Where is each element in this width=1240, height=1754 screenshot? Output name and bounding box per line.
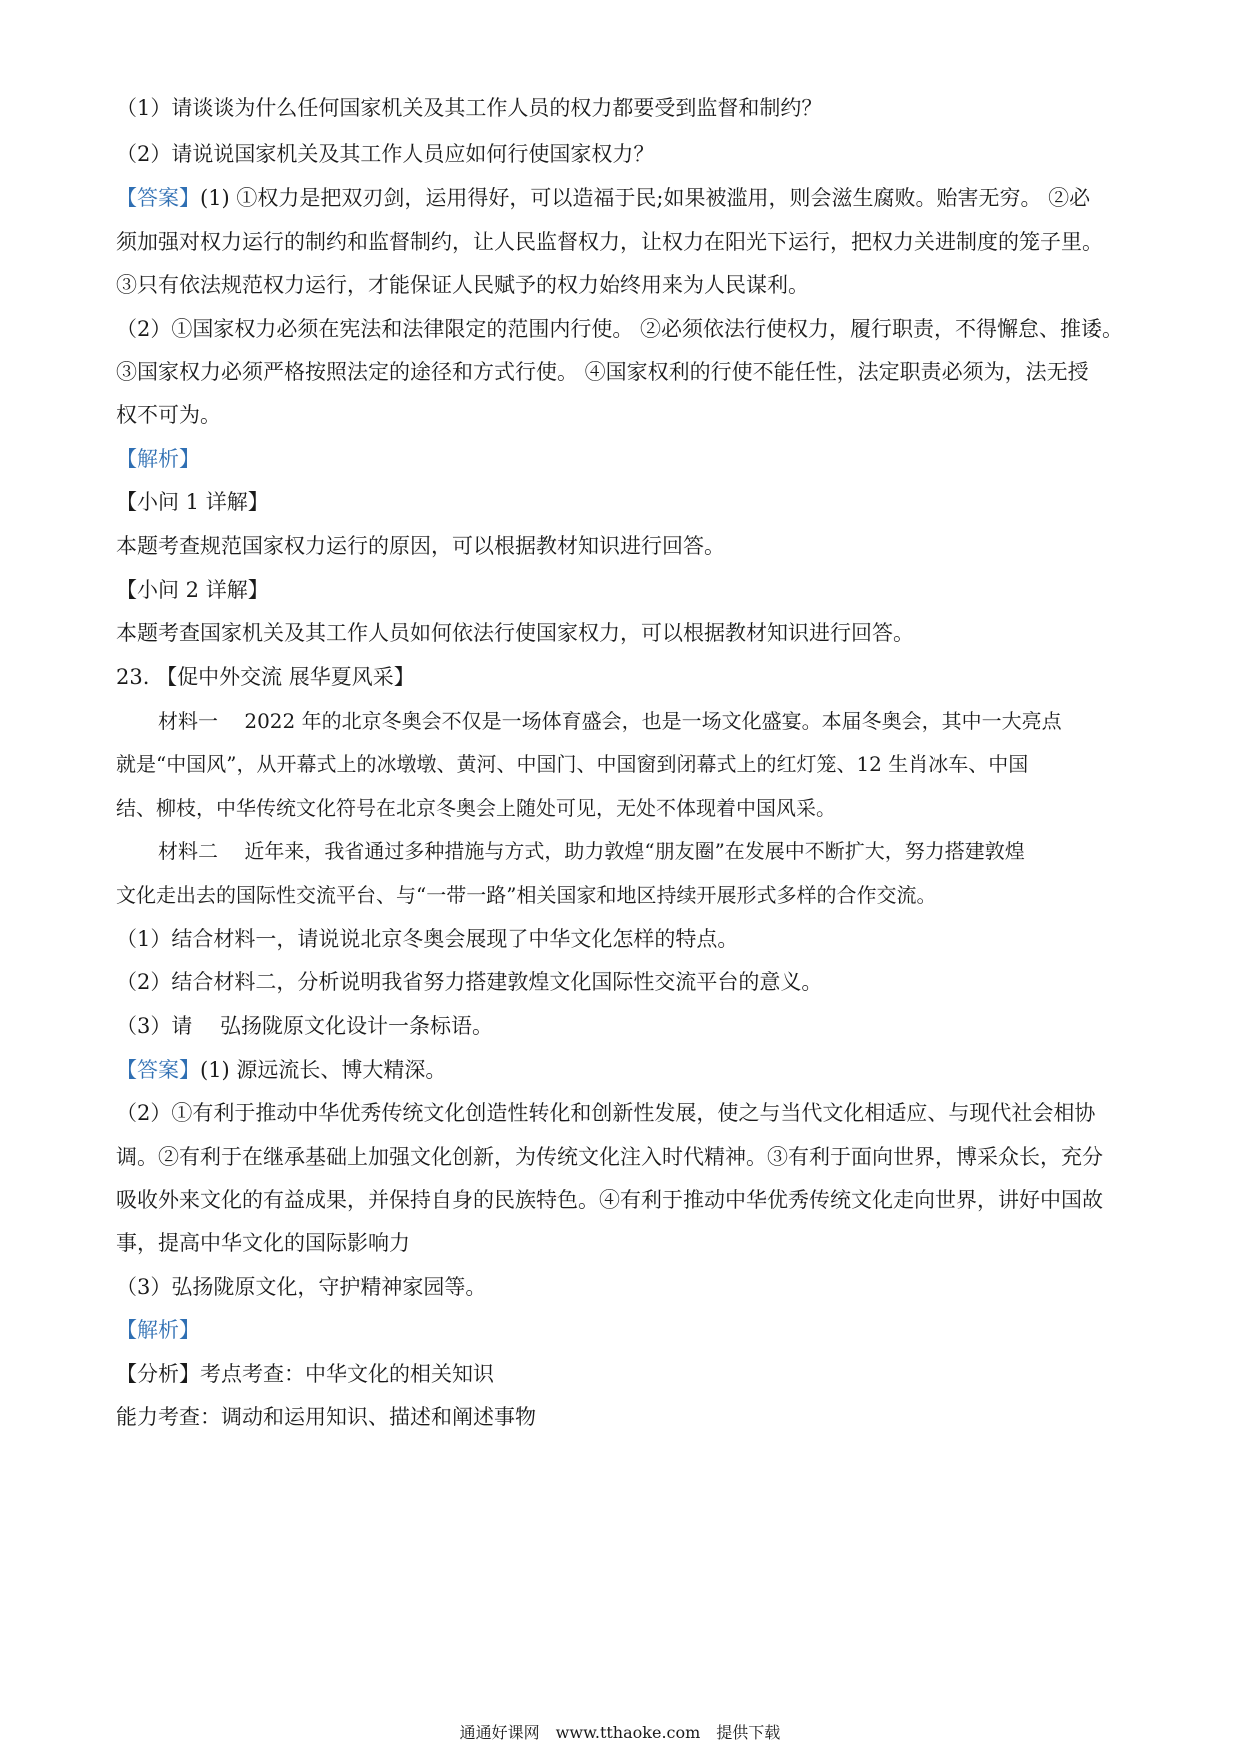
- material-1-line-3: 结、柳枝，中华传统文化符号在北京冬奥会上随处可见，无处不体现着中国风采。: [116, 796, 836, 820]
- question-22-part-2: （2）请说说国家机关及其工作人员应如何行使国家权力？: [116, 142, 655, 166]
- answer-22-line-1: [116, 183, 1136, 213]
- sub-question-1-heading: 【小问 1 详解】: [116, 490, 269, 514]
- answer-22-line-4: （2）①国家权力必须在宪法和法律限定的范围内行使。 ②必须依法行使权力，履行职责，不得懈怠、推诿。: [116, 317, 1124, 341]
- answer-23-line-2: （2）①有利于推动中华优秀传统文化创造性转化和创新性发展，使之与当代文化相适应、与现代社会相协: [116, 1101, 1096, 1125]
- question-23-part-1: （1）结合材料一，请说说北京冬奥会展现了中华文化怎样的特点。: [116, 927, 739, 951]
- analysis-tag-23: 【解析】: [116, 1318, 200, 1342]
- material-2-line-1: 材料二 近年来，我省通过多种措施与方式，助力敦煌“朋友圈”在发展中不断扩大，努力搭建敦煌: [158, 839, 1025, 863]
- question-23-part-2: （2）结合材料二，分析说明我省努力搭建敦煌文化国际性交流平台的意义。: [116, 970, 823, 994]
- answer-text: (1) 源远流长、博大精深。: [200, 1058, 447, 1082]
- page-footer: 通通好课网 www.tthaoke.com 提供下载: [459, 1723, 781, 1742]
- answer-23-line-4: 吸收外来文化的有益成果，并保持自身的民族特色。④有利于推动中华优秀传统文化走向世界，讲好中国故: [116, 1188, 1103, 1212]
- question-22-part-1: （1）请谈谈为什么任何国家机关及其工作人员的权力都要受到监督和制约？: [116, 96, 823, 120]
- sub-question-1-text: 本题考查规范国家权力运行的原因，可以根据教材知识进行回答。: [116, 534, 725, 558]
- answer-23-line-3: 调。②有利于在继承基础上加强文化创新，为传统文化注入时代精神。③有利于面向世界，博采众长，充分: [116, 1145, 1103, 1169]
- sub-question-2-heading: 【小问 2 详解】: [116, 578, 269, 602]
- material-1-line-2: 就是“中国风”，从开幕式上的冰墩墩、黄河、中国门、中国窗到闭幕式上的红灯笼、12 生肖冰车、中国: [116, 752, 1029, 776]
- answer-tag: 【答案】: [116, 1058, 200, 1082]
- material-1-line-1: 材料一 2022 年的北京冬奥会不仅是一场体育盛会，也是一场文化盛宴。本届冬奥会，其中一大亮点: [158, 709, 1062, 733]
- question-23-title: 23. 【促中外交流 展华夏风采】: [116, 665, 415, 689]
- answer-22-line-3: ③只有依法规范权力运行，才能保证人民赋予的权力始终用来为人民谋利。: [116, 273, 809, 297]
- question-23-part-3: （3）请 弘扬陇原文化设计一条标语。: [116, 1014, 494, 1038]
- material-2-line-2: 文化走出去的国际性交流平台、与“一带一路”相关国家和地区持续开展形式多样的合作交流。: [116, 883, 937, 907]
- answer-23-line-5: 事，提高中华文化的国际影响力: [116, 1231, 410, 1255]
- answer-22-line-5: ③国家权力必须严格按照法定的途径和方式行使。 ④国家权利的行使不能任性，法定职责必须为，法无授: [116, 360, 1089, 384]
- analysis-tag-22: 【解析】: [116, 447, 200, 471]
- analysis-focus: 【分析】考点考查：中华文化的相关知识: [116, 1362, 494, 1386]
- answer-23-line-1: [116, 1055, 1136, 1085]
- answer-22-line-2: 须加强对权力运行的制约和监督制约，让人民监督权力，让权力在阳光下运行，把权力关进制度的笼子里。: [116, 230, 1103, 254]
- answer-text: (1) ①权力是把双刃剑，运用得好，可以造福于民;如果被滥用，则会滋生腐败。贻害无穷。 ②必: [200, 186, 1091, 210]
- answer-23-line-6: （3）弘扬陇原文化，守护精神家园等。: [116, 1275, 487, 1299]
- answer-22-line-6: 权不可为。: [116, 403, 221, 427]
- ability-focus: 能力考查：调动和运用知识、描述和阐述事物: [116, 1405, 536, 1429]
- sub-question-2-text: 本题考查国家机关及其工作人员如何依法行使国家权力，可以根据教材知识进行回答。: [116, 621, 914, 645]
- answer-tag: 【答案】: [116, 186, 200, 210]
